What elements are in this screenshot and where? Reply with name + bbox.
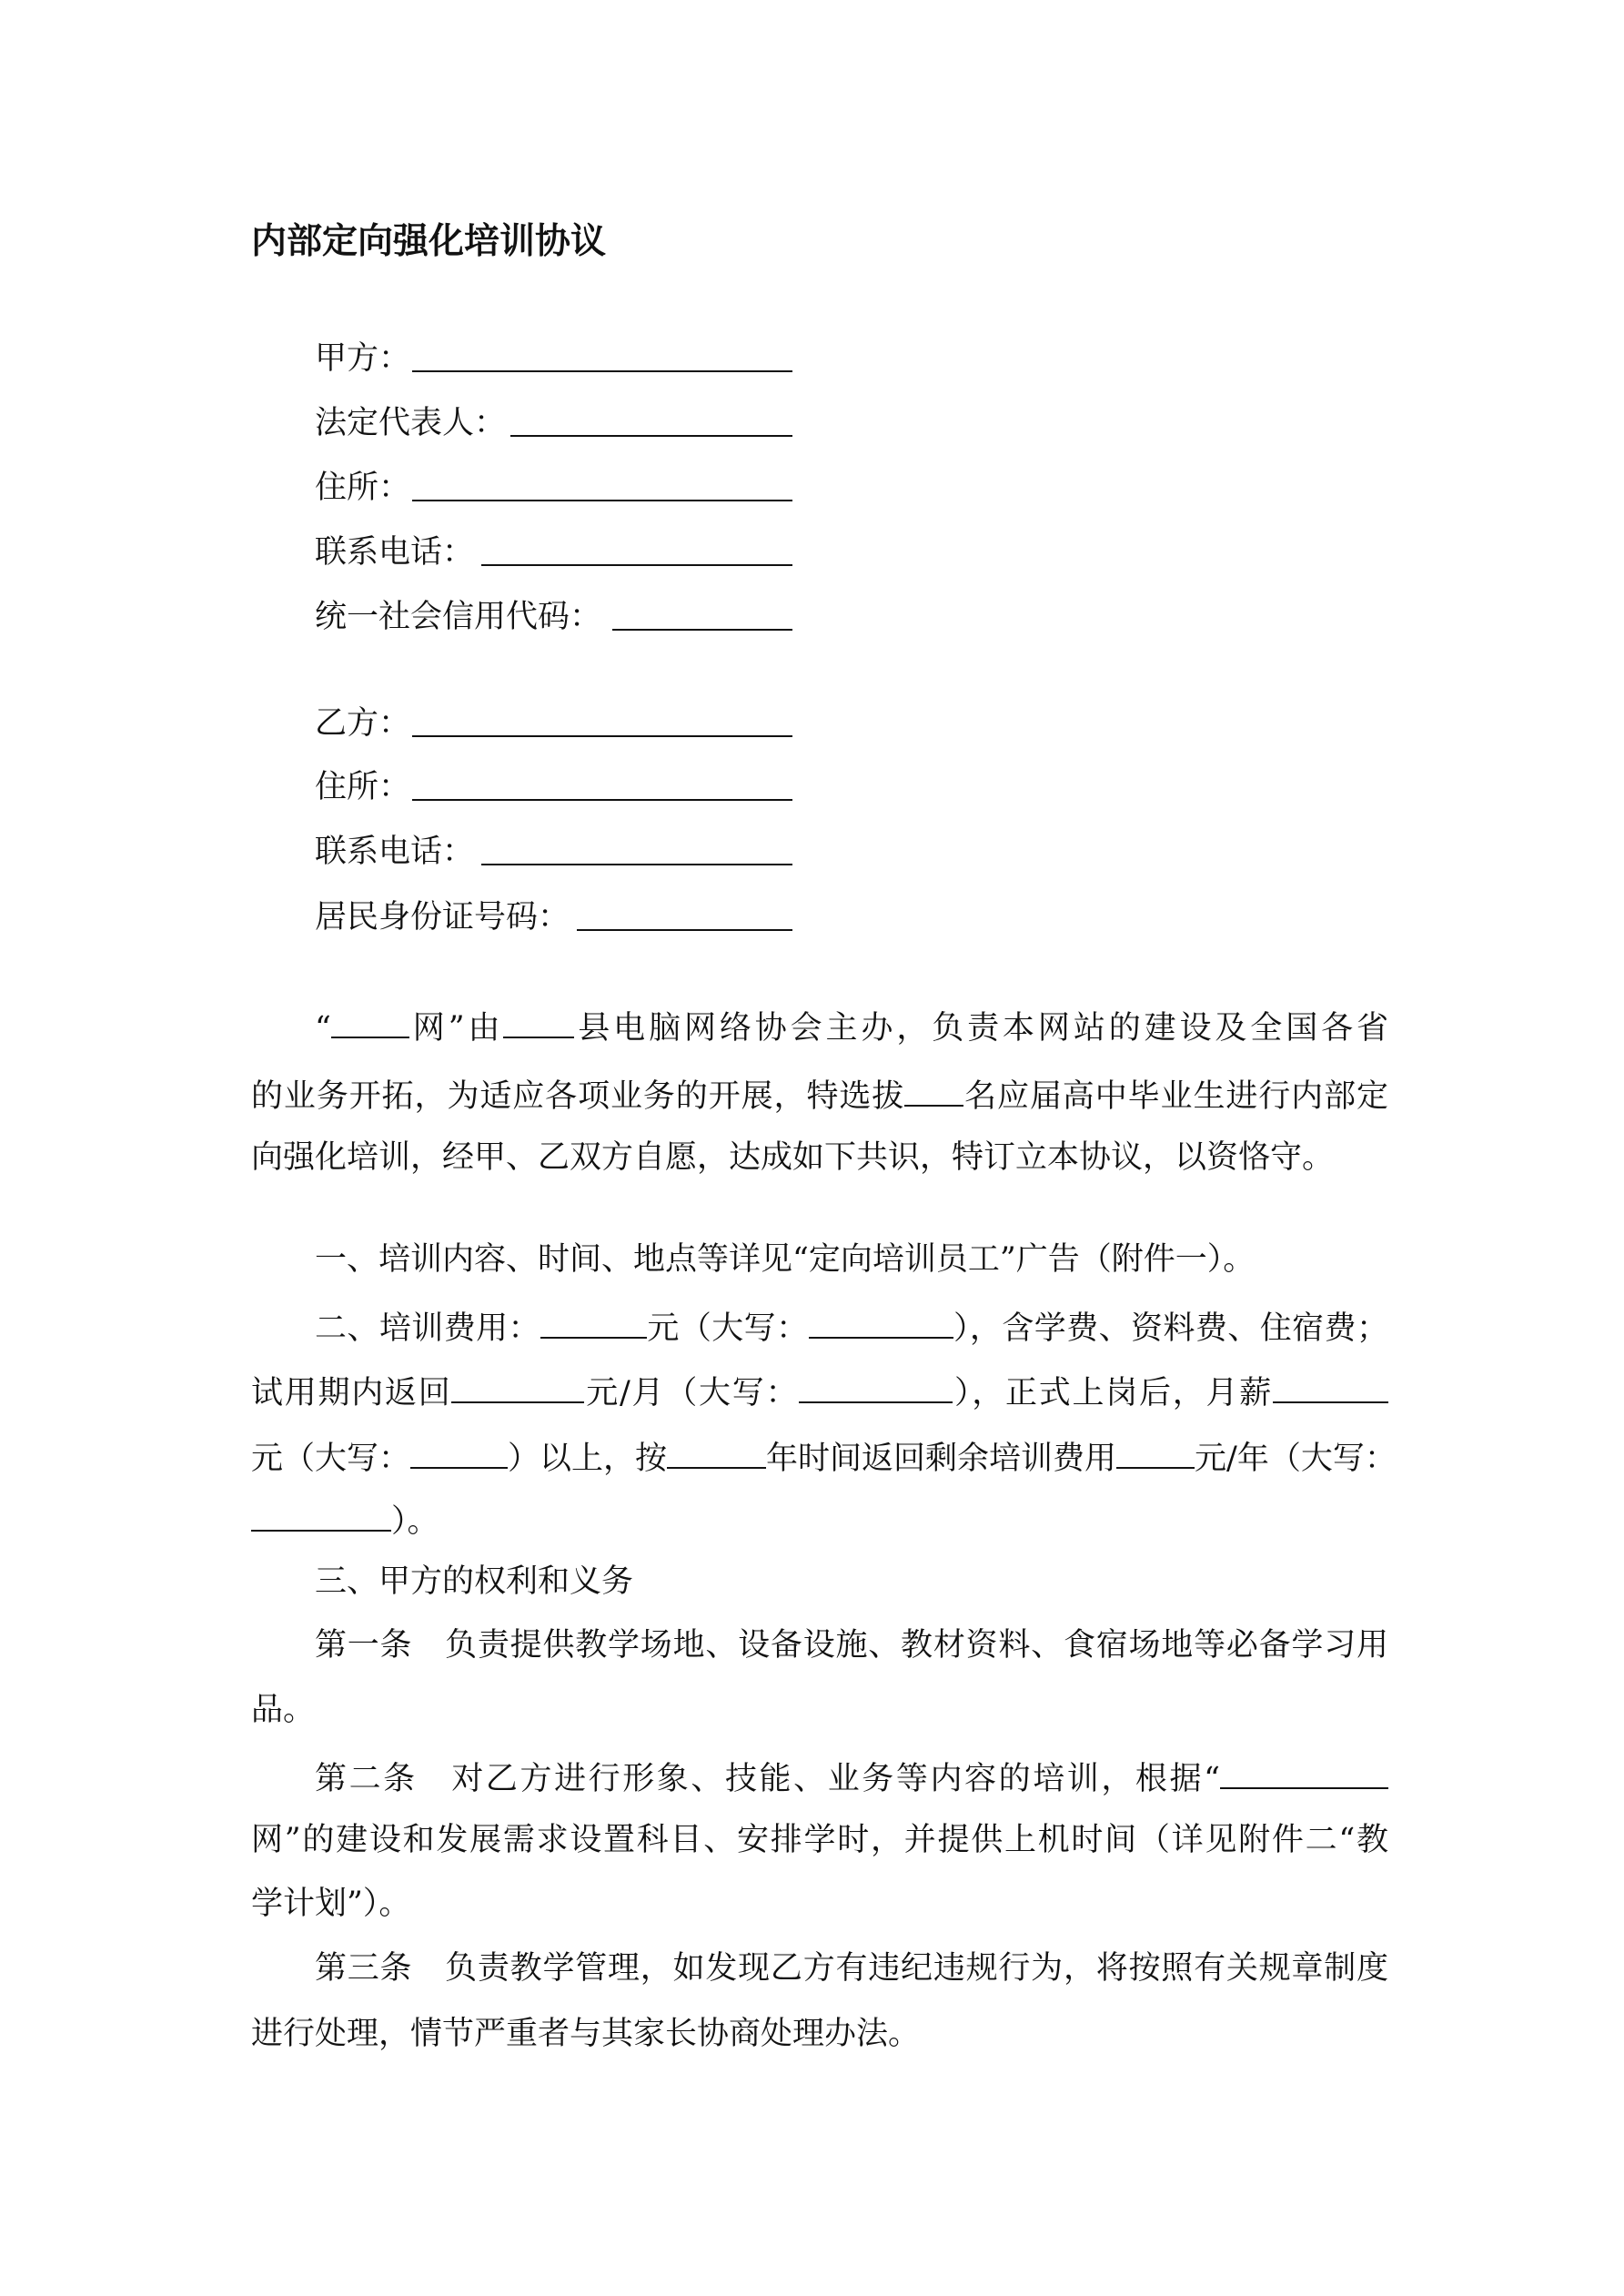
party-a-legal-rep-field: [315, 402, 1388, 444]
blank-line: [251, 1497, 391, 1532]
blank-line: [577, 896, 792, 931]
article-1-line-1: 第一条 负责提供教学场地、设备设施、教材资料、食宿场地等必备学习用: [315, 1627, 1388, 1664]
field-label: 乙方：: [315, 705, 411, 742]
text: 年时间返回剩余培训费用: [766, 1441, 1117, 1477]
text: 元（大写：: [646, 1310, 809, 1347]
text: ），含学费、资料费、住宿费；: [953, 1310, 1388, 1347]
party-b-address-field: [315, 766, 1388, 808]
blank-line: [412, 338, 792, 372]
field-label: 统一社会信用代码：: [315, 599, 602, 635]
field-label: 联系电话：: [315, 534, 475, 571]
field-label: 法定代表人：: [315, 405, 507, 441]
party-a-address-field: [315, 467, 1388, 509]
text: 县电脑网络协会主办，负责本网站的建设及全国各省: [574, 1010, 1388, 1047]
blank-line: [331, 1004, 409, 1038]
text: 试用期内返回: [251, 1375, 452, 1411]
clause-1: 一、培训内容、时间、地点等详见“定向培训员工”广告（附件一）。: [315, 1241, 1256, 1278]
party-a-name-field: [315, 338, 1388, 379]
field-label: 甲方：: [315, 340, 411, 377]
blank-line: [412, 703, 792, 737]
article-2-line-1: [315, 1755, 1388, 1800]
field-label: 居民身份证号码：: [315, 899, 570, 936]
field-label: 联系电话：: [315, 834, 475, 870]
party-b-id-field: [315, 896, 1388, 938]
article-2-line-2: 网”的建设和发展需求设置科目、安排学时，并提供上机时间（详见附件二“教: [251, 1822, 1388, 1858]
blank-line: [451, 1369, 584, 1403]
text: 元/月（大写：: [584, 1375, 800, 1411]
blank-line: [481, 531, 792, 566]
blank-line: [410, 1434, 508, 1469]
intro-line-1: [315, 1004, 1388, 1049]
party-a-credit-code-field: [315, 596, 1388, 638]
blank-line: [904, 1072, 963, 1107]
article-3-line-1: 第三条 负责教学管理，如发现乙方有违纪违规行为，将按照有关规章制度: [315, 1950, 1388, 1987]
blank-line: [412, 467, 792, 501]
text: ）。: [391, 1503, 439, 1540]
blank-line: [1116, 1434, 1195, 1469]
intro-line-3: 向强化培训，经甲、乙双方自愿，达成如下共识，特订立本协议，以资恪守。: [251, 1139, 1335, 1176]
article-2-line-3: 学计划”）。: [251, 1886, 411, 1922]
field-label: 住所：: [315, 470, 411, 506]
blank-line: [540, 1304, 647, 1339]
article-1-line-2: 品。: [251, 1692, 316, 1728]
clause-2-line-4: [251, 1497, 1388, 1542]
text: 名应届高中毕业生进行内部定: [963, 1078, 1388, 1115]
party-a-phone-field: [315, 531, 1388, 573]
clause-3-heading: 三、甲方的权利和义务: [315, 1563, 634, 1600]
clause-2-line-2: [251, 1369, 1388, 1414]
blank-line: [809, 1304, 953, 1339]
field-label: 住所：: [315, 769, 411, 805]
blank-line: [481, 831, 792, 865]
clause-2-line-3: [251, 1434, 1397, 1480]
text: 第二条 对乙方进行形象、技能、业务等内容的培训，根据“: [315, 1761, 1220, 1797]
blank-line: [612, 596, 792, 631]
article-3-line-2: 进行处理，情节严重者与其家长协商处理办法。: [251, 2016, 921, 2052]
text: ），正式上岗后，月薪: [953, 1375, 1273, 1411]
clause-2-line-1: [315, 1304, 1388, 1350]
intro-line-2: [251, 1072, 1388, 1118]
text: 的业务开拓，为适应各项业务的开展，特选拔: [251, 1078, 905, 1115]
party-b-phone-field: [315, 831, 1388, 873]
text: 元（大写：: [251, 1441, 411, 1477]
blank-line: [1273, 1369, 1388, 1403]
blank-line: [510, 402, 792, 437]
text: 二、培训费用：: [315, 1310, 540, 1347]
blank-line: [1220, 1755, 1388, 1789]
party-b-name-field: [315, 703, 1388, 744]
text: 元/年（大写：: [1195, 1441, 1397, 1477]
text: ）以上，按: [508, 1441, 668, 1477]
text: “: [315, 1010, 331, 1047]
blank-line: [503, 1004, 574, 1038]
blank-line: [667, 1434, 766, 1469]
blank-line: [799, 1369, 953, 1403]
blank-line: [412, 766, 792, 801]
text: 网”由: [409, 1010, 504, 1047]
document-title: 内部定向强化培训协议: [251, 220, 607, 262]
